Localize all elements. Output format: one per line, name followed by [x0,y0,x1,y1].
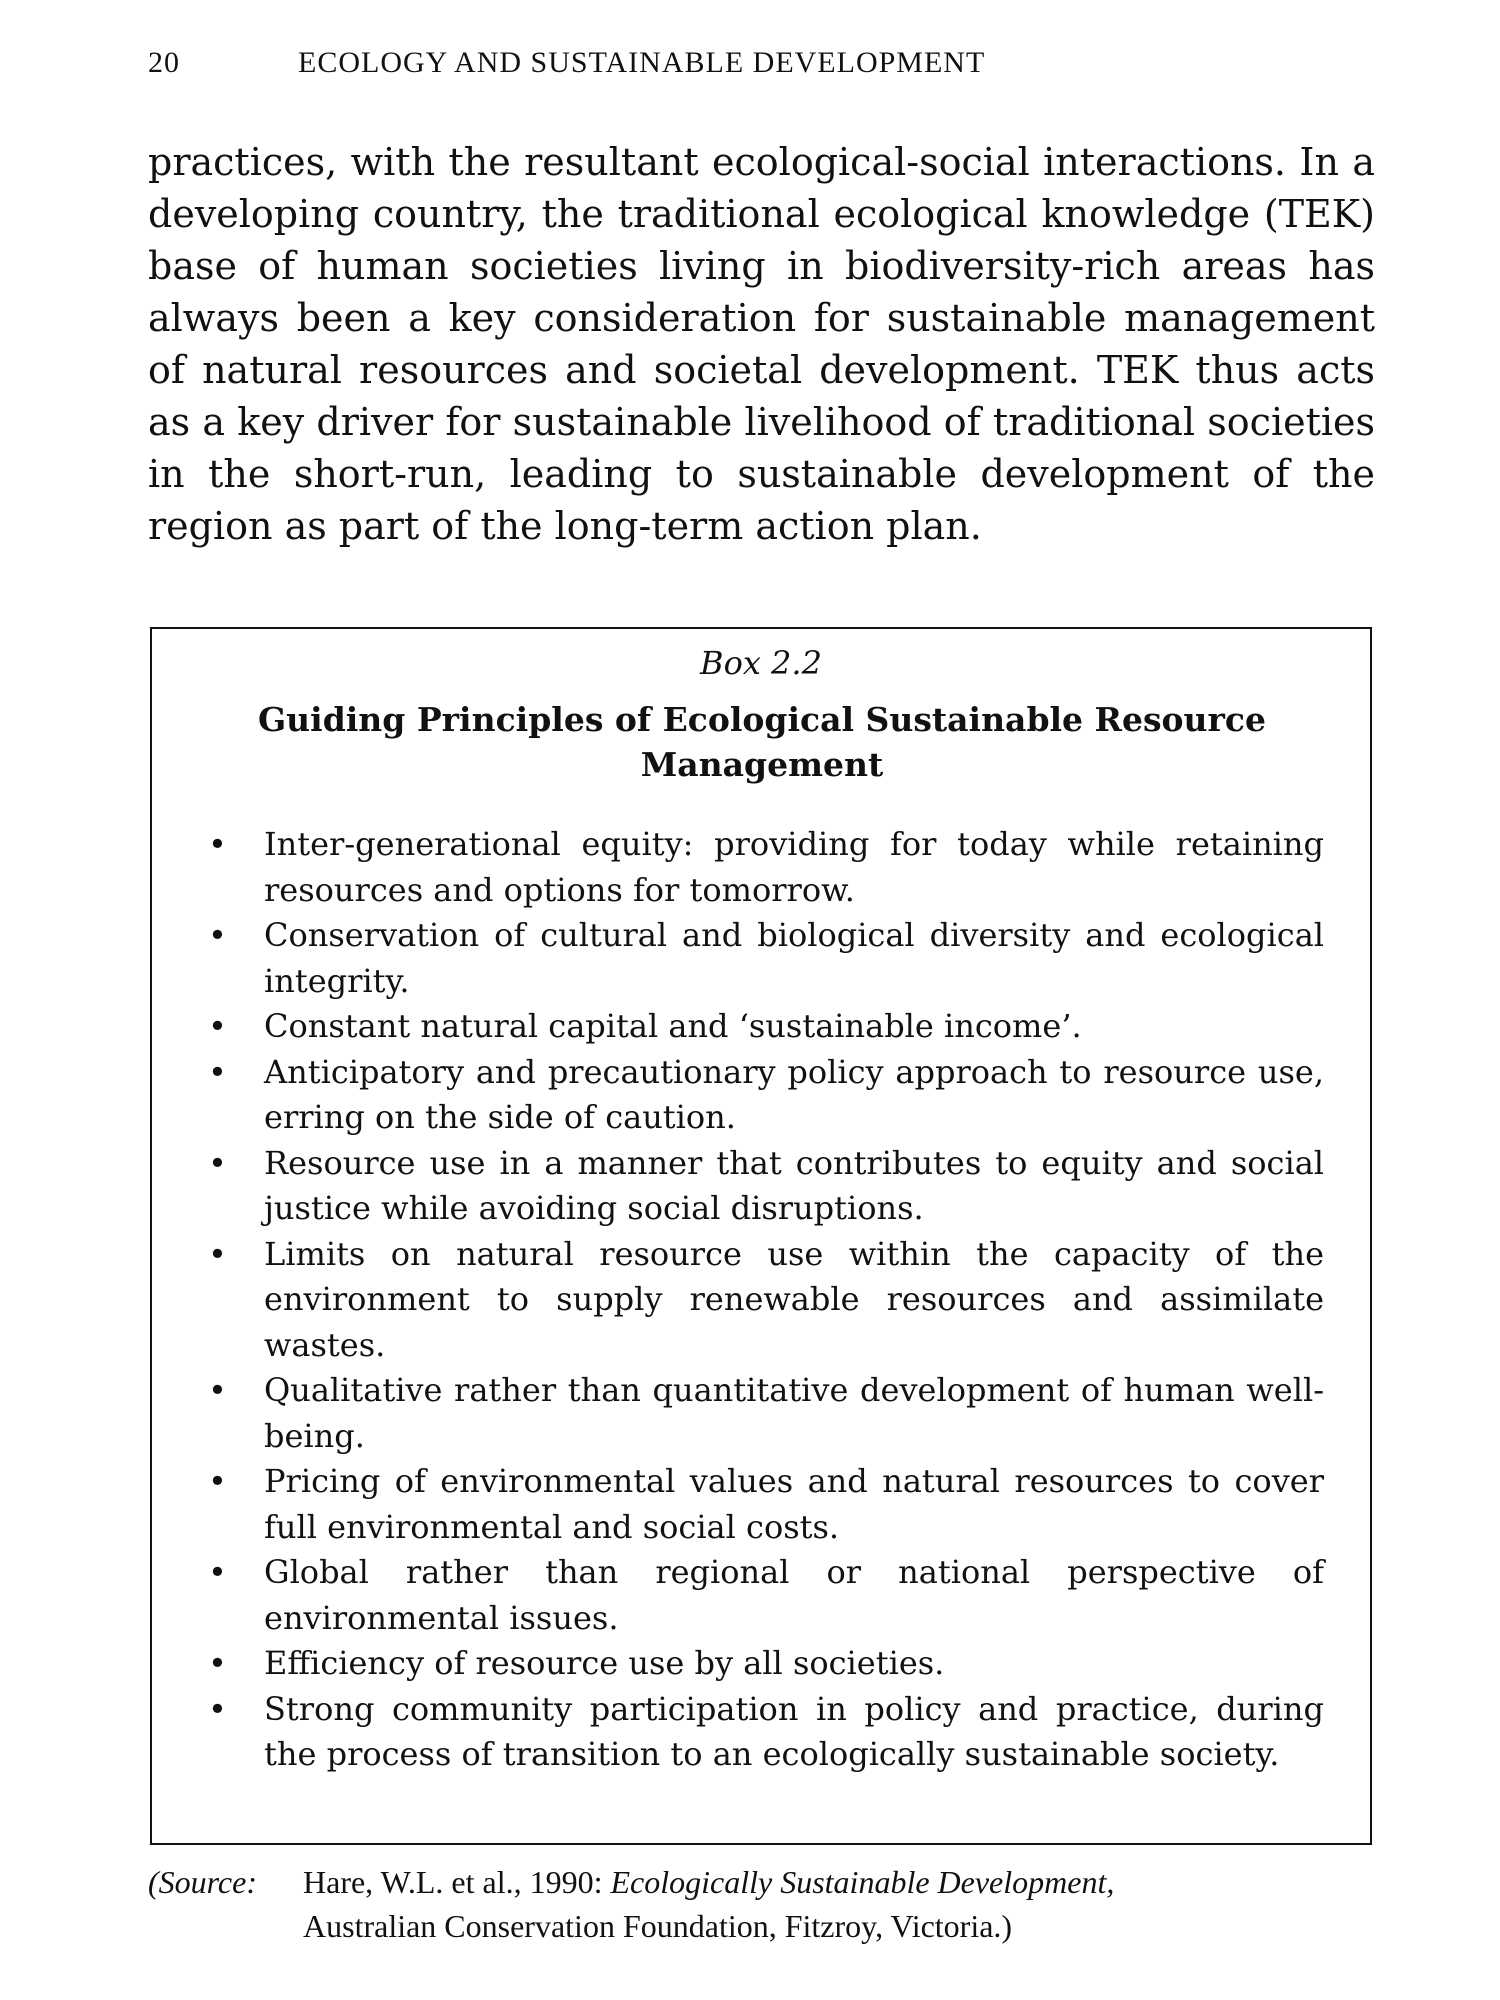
principles-list [202,822,1324,1778]
bullet-icon: • [208,1644,227,1682]
bullet-icon: • [208,1234,227,1273]
body-paragraph: practices, with the resultant ecological-social interactions. In a developing country, the traditional ecological knowledge (TEK) base of human societies living in biodiversity-rich areas has always been a key consideration for sustainable management of natural resources and societal development. TEK thus acts as a key driver for sustainable livelihood of traditional societies in the short-run, leading to sustainable development of the region as part of the long-term action plan. [148,140,1375,548]
source-authors: Hare, W.L. et al., 1990: [303,1864,611,1900]
list-item [202,913,1324,1004]
source-publisher: Australian Conservation Foundation, Fitzroy, Victoria.) [303,1908,1013,1944]
bullet-icon: • [208,1462,227,1500]
principle-text: Inter-generational equity: providing for today while retaining resources and options for tomorrow. [264,825,1324,909]
bullet-icon: • [208,1371,227,1409]
list-item [202,1004,1324,1050]
bullet-icon: • [208,1553,227,1591]
principle-text: Conservation of cultural and biological diversity and ecological integrity. [264,916,1324,1000]
source-reference [303,1860,1114,1948]
list-item [202,1687,1324,1778]
bullet-icon: • [208,825,227,863]
principle-text: Qualitative rather than quantitative development of human well-being. [264,1371,1324,1455]
list-item [202,1459,1324,1550]
principle-text: Strong community participation in policy and practice, during the process of transition to an ecologically sustainable society. [264,1689,1324,1773]
bullet-icon: • [208,1689,227,1728]
principle-text: Efficiency of resource use by all societies. [264,1644,945,1682]
running-head [148,46,1368,88]
principle-text: Pricing of environmental values and natural resources to cover full environmental and social costs. [264,1462,1324,1546]
bullet-icon: • [208,1007,227,1045]
principle-text: Limits on natural resource use within the capacity of the environment to supply renewable resources and assimilate wastes. [264,1234,1324,1364]
list-item [202,1641,1324,1687]
principle-text: Resource use in a manner that contributes to equity and social justice while avoiding social disruptions. [264,1143,1324,1227]
running-head-title: ECOLOGY AND SUSTAINABLE DEVELOPMENT [298,46,986,79]
principle-text: Anticipatory and precautionary policy approach to resource use, erring on the side of caution. [264,1052,1324,1136]
list-item [202,822,1324,913]
box-title: Guiding Principles of Ecological Sustainable Resource Management [257,700,1267,784]
list-item [202,1368,1324,1459]
page-number: 20 [148,46,180,79]
source-label: (Source: [148,1864,257,1900]
list-item [202,1050,1324,1141]
source-citation [148,1860,1378,1948]
principle-text: Global rather than regional or national perspective of environmental issues. [264,1553,1324,1637]
bullet-icon: • [208,916,227,954]
source-work-title: Ecologically Sustainable Development, [610,1864,1115,1900]
box-2-2 [150,627,1372,1845]
list-item [202,1141,1324,1232]
list-item [202,1232,1324,1369]
bullet-icon: • [208,1143,227,1182]
bullet-icon: • [208,1052,227,1091]
box-label: Box 2.2 [700,644,822,682]
list-item [202,1550,1324,1641]
principle-text: Constant natural capital and ‘sustainable income’. [264,1007,1082,1045]
